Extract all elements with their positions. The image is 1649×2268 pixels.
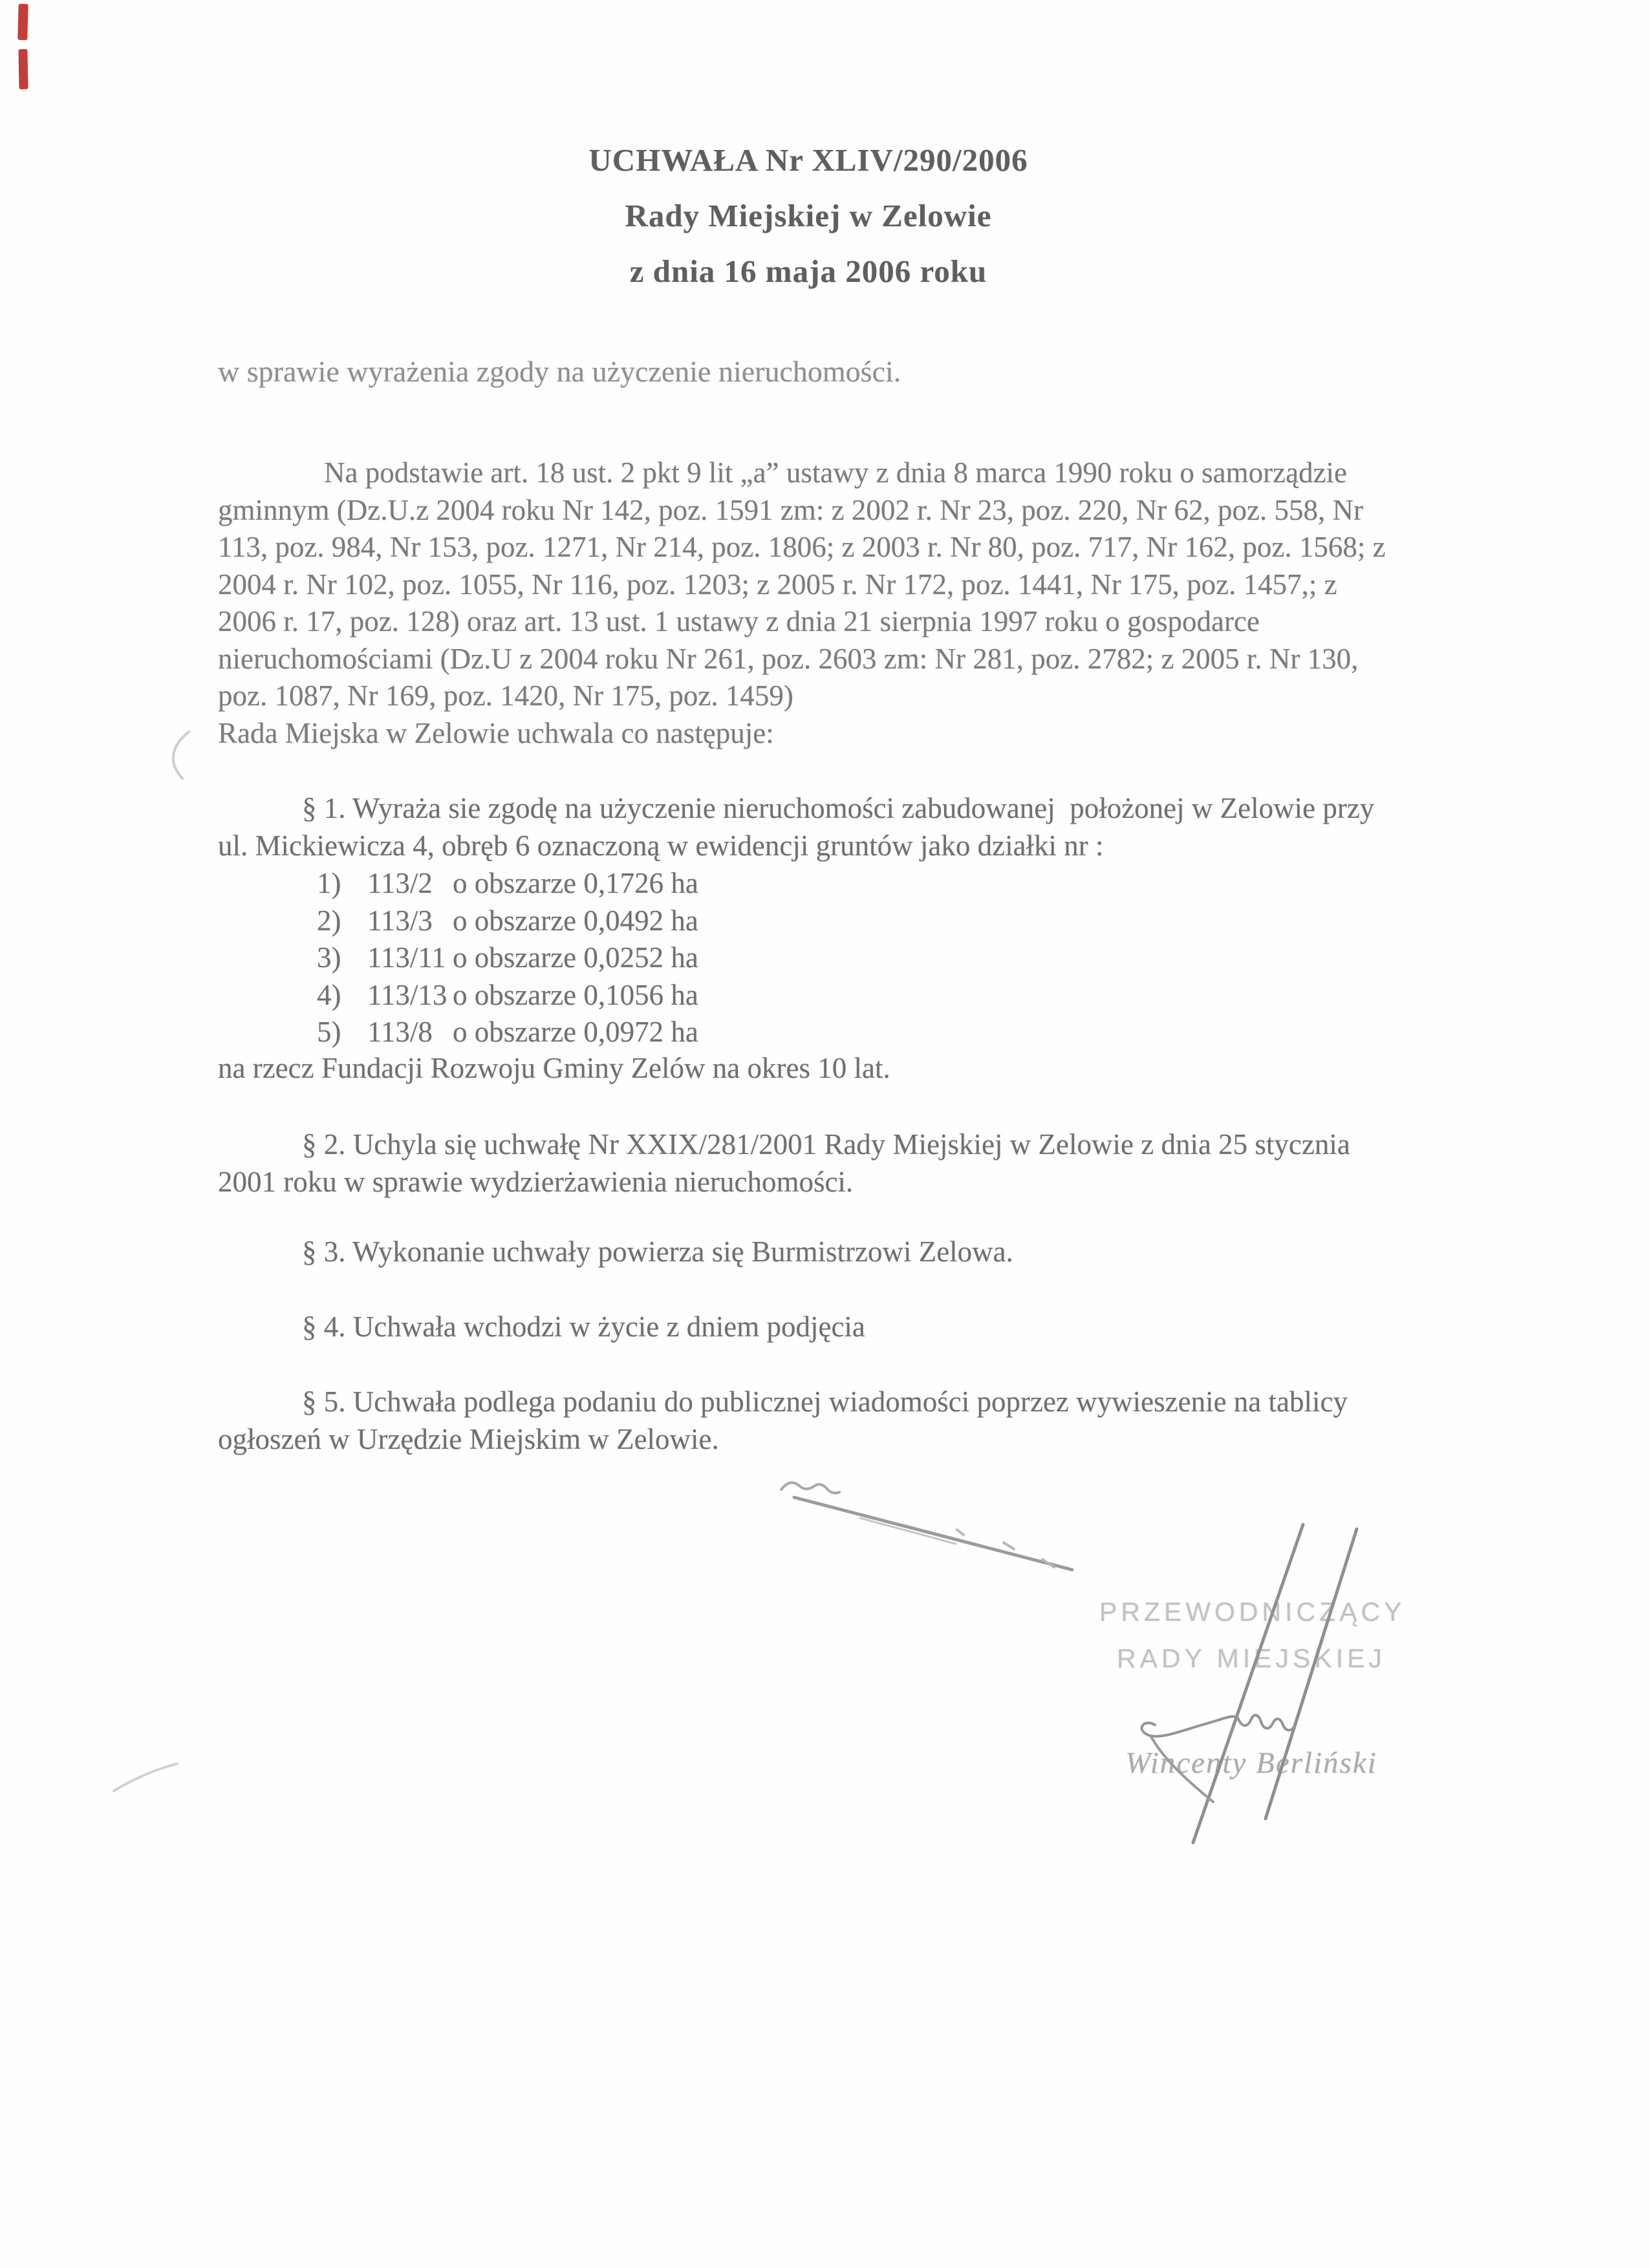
plot-row (317, 1014, 698, 1051)
title-line-date: z dnia 16 maja 2006 roku (629, 253, 987, 289)
signature-ink-strokes (1035, 1506, 1397, 1849)
legal-line: 113, poz. 984, Nr 153, poz. 1271, Nr 214, poz. 1806; z 2003 r. Nr 80, poz. 717, Nr 162, poz. 1568; z (218, 531, 1386, 563)
plot-number: 2) (317, 904, 341, 937)
plot-id: 113/8 (367, 1016, 433, 1048)
plot-area: o obszarze 0,1056 ha (453, 978, 698, 1011)
plot-area: o obszarze 0,1726 ha (453, 867, 698, 899)
margin-pencil-dash (110, 1757, 181, 1796)
document-title (0, 133, 1617, 299)
legal-line: 2006 r. 17, poz. 128) oraz art. 13 ust. 1 ustawy z dnia 21 sierpnia 1997 roku o gospodarce (218, 605, 1260, 637)
legal-basis-paragraph (218, 455, 1386, 752)
scan-red-mark (18, 49, 28, 89)
plot-row (317, 939, 698, 977)
plot-area: o obszarze 0,0492 ha (453, 904, 698, 937)
plot-number: 1) (317, 867, 341, 899)
section-4-line: § 4. Uchwała wchodzi w życie z dniem podjęcia (302, 1311, 865, 1343)
section-4 (218, 1309, 865, 1346)
section-5-line: ogłoszeń w Urzędzie Miejskim w Zelowie. (218, 1422, 719, 1455)
plot-number: 4) (317, 978, 341, 1011)
section-2 (218, 1126, 1350, 1201)
plot-area: o obszarze 0,0972 ha (453, 1016, 698, 1048)
plot-row (317, 865, 698, 903)
signature-role-line-1: PRZEWODNICZĄCY (1099, 1597, 1406, 1627)
legal-line: poz. 1087, Nr 169, poz. 1420, Nr 175, poz. 1459) (218, 679, 793, 712)
scan-red-mark (17, 4, 28, 40)
margin-pencil-arc (163, 729, 202, 781)
plot-area: o obszarze 0,0252 ha (453, 941, 698, 974)
subject-line: w sprawie wyrażenia zgody na użyczenie nieruchomości. (218, 355, 901, 388)
section-5 (218, 1384, 1348, 1458)
plot-row (317, 903, 698, 940)
signature-role-line-2: RADY MIEJSKIEJ (1117, 1643, 1386, 1673)
plot-number: 5) (317, 1016, 341, 1048)
legal-line: gminnym (Dz.U.z 2004 roku Nr 142, poz. 1591 zm: z 2002 r. Nr 23, poz. 220, Nr 62, poz. 558, Nr (218, 493, 1363, 526)
section-1-line: § 1. Wyraża sie zgodę na użyczenie nieruchomości zabudowanej położonej w Zelowie przy (302, 792, 1375, 824)
plot-row (317, 977, 698, 1014)
section-1 (218, 790, 1374, 864)
section-3-line: § 3. Wykonanie uchwały powierza się Burmistrzowi Zelowa. (302, 1236, 1013, 1268)
section-2-line: § 2. Uchyla się uchwałę Nr XXIX/281/2001 Rady Miejskiej w Zelowie z dnia 25 stycznia (302, 1128, 1350, 1161)
legal-line: nieruchomościami (Dz.U z 2004 roku Nr 261, poz. 2603 zm: Nr 281, poz. 2782; z 2005 r. Nr 130, (218, 642, 1359, 675)
section-2-line: 2001 roku w sprawie wydzierżawienia nieruchomości. (218, 1165, 854, 1198)
legal-line: Na podstawie art. 18 ust. 2 pkt 9 lit „a” ustawy z dnia 8 marca 1990 roku o samorządzie (324, 456, 1348, 489)
title-line-number: UCHWAŁA Nr XLIV/290/2006 (588, 142, 1028, 178)
section-1-line: ul. Mickiewicza 4, obręb 6 oznaczoną w ewidencji gruntów jako działki nr : (218, 829, 1104, 862)
plot-id: 113/3 (367, 904, 433, 937)
plot-id: 113/2 (367, 867, 433, 899)
section-5-line: § 5. Uchwała podlega podaniu do publicznej wiadomości poprzez wywieszenie na tablicy (302, 1385, 1348, 1418)
signatory-name: Wincenty Berliński (1125, 1746, 1377, 1780)
resolution-intro-line: Rada Miejska w Zelowie uchwala co następuje: (218, 716, 774, 749)
plots-footer-line: na rzecz Fundacji Rozwoju Gminy Zelów na okres 10 lat. (218, 1052, 890, 1084)
section-3 (218, 1234, 1013, 1271)
plot-number: 3) (317, 941, 341, 974)
legal-line: 2004 r. Nr 102, poz. 1055, Nr 116, poz. 1203; z 2005 r. Nr 172, poz. 1441, Nr 175, poz. 1457,; z (218, 568, 1337, 601)
title-line-council: Rady Miejskiej w Zelowie (625, 198, 992, 233)
plot-id: 113/13 (367, 978, 447, 1011)
plot-list (317, 865, 698, 1051)
plot-id: 113/11 (367, 941, 446, 974)
